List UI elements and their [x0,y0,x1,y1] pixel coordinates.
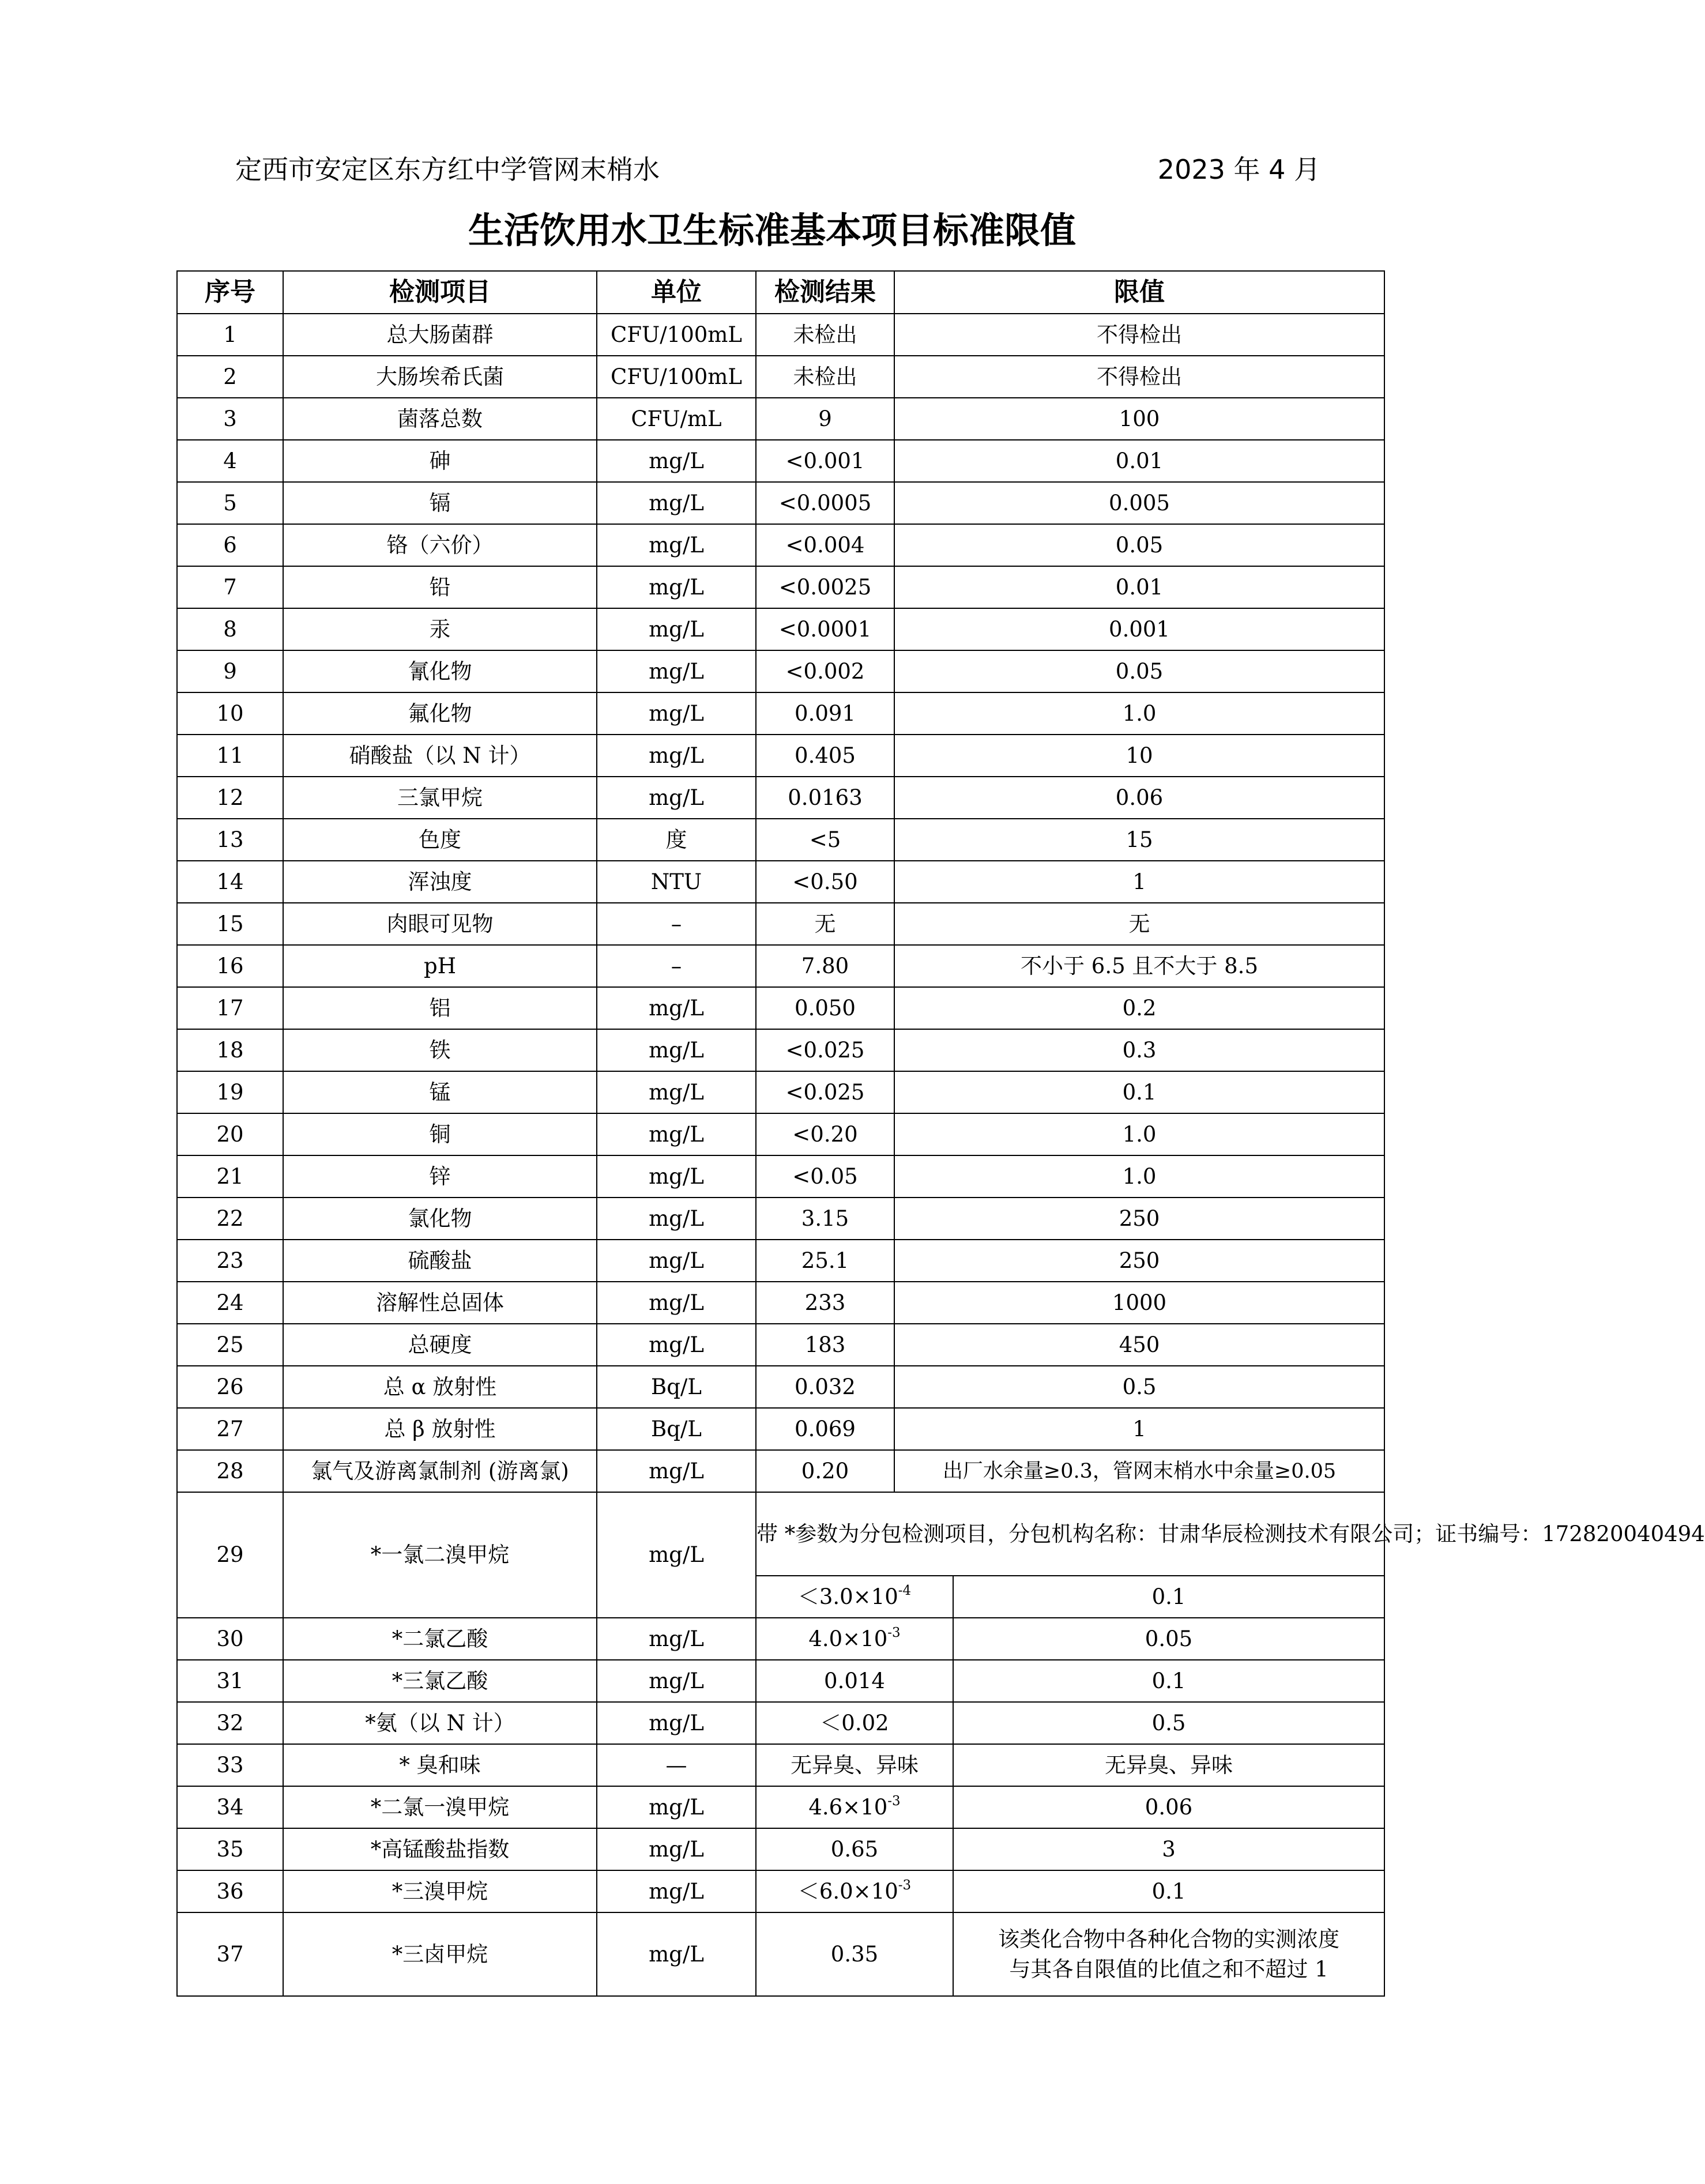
row-number: 35 [177,1828,283,1870]
table-row [177,735,1384,777]
row-number: 21 [177,1155,283,1198]
limit-value: 0.5 [953,1702,1384,1744]
unit: mg/L [597,1492,756,1618]
limit-value: 1 [894,861,1384,903]
unit: mg/L [597,735,756,777]
test-result: 0.405 [756,735,894,777]
row-number: 29 [177,1492,283,1618]
column-header: 检测结果 [756,271,894,314]
test-result: 9 [756,398,894,440]
test-result: 0.050 [756,987,894,1029]
row-number: 32 [177,1702,283,1744]
row-number: 27 [177,1408,283,1450]
table-row [177,1029,1384,1071]
test-result: 0.0163 [756,777,894,819]
unit: mg/L [597,482,756,524]
test-result: <0.50 [756,861,894,903]
row-number: 1 [177,314,283,356]
unit: mg/L [597,650,756,692]
table-row [177,1408,1384,1450]
item-name: 铜 [283,1113,597,1155]
item-name: 浑浊度 [283,861,597,903]
row-number: 33 [177,1744,283,1786]
table-row [177,566,1384,608]
unit: Bq/L [597,1408,756,1450]
test-result: 3.15 [756,1198,894,1240]
table-row [177,1702,1384,1744]
limit-line: 与其各自限值的比值之和不超过 1 [1009,1956,1328,1982]
test-result: <0.025 [756,1029,894,1071]
limit-value: 不小于 6.5 且不大于 8.5 [894,945,1384,987]
row-number: 26 [177,1366,283,1408]
limit-value: 无异臭、异味 [953,1744,1384,1786]
limit-value: 1.0 [894,1155,1384,1198]
unit: mg/L [597,777,756,819]
table-row [177,440,1384,482]
table-row [177,1155,1384,1198]
test-result: <0.025 [756,1071,894,1113]
unit: mg/L [597,1828,756,1870]
row-number: 5 [177,482,283,524]
limit-value: 0.001 [894,608,1384,650]
row-number: 8 [177,608,283,650]
item-name: 氯气及游离氯制剂 (游离氯) [283,1450,597,1492]
item-name: *二氯乙酸 [283,1618,597,1660]
table-row [177,398,1384,440]
item-name: 菌落总数 [283,398,597,440]
unit: — [597,1744,756,1786]
unit: mg/L [597,524,756,566]
test-result: ＜0.02 [756,1702,953,1744]
test-result: <0.004 [756,524,894,566]
table-row [177,1828,1384,1870]
unit: mg/L [597,1155,756,1198]
item-name: 铅 [283,566,597,608]
item-name: 总硬度 [283,1324,597,1366]
unit: mg/L [597,1786,756,1828]
test-result: 183 [756,1324,894,1366]
table-row [177,1492,1384,1576]
unit: mg/L [597,1324,756,1366]
item-name: 铬（六价） [283,524,597,566]
item-name: *一氯二溴甲烷 [283,1492,597,1618]
table-row [177,1071,1384,1113]
limit-value: 0.05 [894,650,1384,692]
limit-value: 0.01 [894,440,1384,482]
limit-value: 1 [894,1408,1384,1450]
unit: – [597,945,756,987]
row-number: 15 [177,903,283,945]
item-name: 总大肠菌群 [283,314,597,356]
header-location: 定西市安定区东方红中学管网末梢水 [235,154,660,185]
table-row [177,1282,1384,1324]
limit-value: 0.1 [953,1870,1384,1912]
test-result: 0.091 [756,692,894,735]
row-number: 2 [177,356,283,398]
column-header: 检测项目 [283,271,597,314]
unit: mg/L [597,1029,756,1071]
row-number: 13 [177,819,283,861]
limit-value: 100 [894,398,1384,440]
test-result: 无异臭、异味 [756,1744,953,1786]
test-result: 7.80 [756,945,894,987]
item-name: 氯化物 [283,1198,597,1240]
limit-value: 15 [894,819,1384,861]
table-row [177,1660,1384,1702]
row-number: 10 [177,692,283,735]
unit: mg/L [597,1282,756,1324]
table-row [177,1450,1384,1492]
test-result: 0.014 [756,1660,953,1702]
row-number: 3 [177,398,283,440]
item-name: 硫酸盐 [283,1240,597,1282]
unit: mg/L [597,608,756,650]
test-result: $<3.0\times 10^{-4}$ [756,1576,953,1618]
row-number: 4 [177,440,283,482]
table-row [177,692,1384,735]
limit-value: 不得检出 [894,356,1384,398]
row-number: 16 [177,945,283,987]
limit-value: 0.1 [894,1071,1384,1113]
table-row [177,1786,1384,1828]
limit-value: 0.005 [894,482,1384,524]
table-row [177,987,1384,1029]
limit-value: 0.3 [894,1029,1384,1071]
table-row [177,1324,1384,1366]
row-number: 14 [177,861,283,903]
row-number: 19 [177,1071,283,1113]
item-name: *三氯乙酸 [283,1660,597,1702]
item-name: 总 β 放射性 [283,1408,597,1450]
test-result: 0.069 [756,1408,894,1450]
table-row [177,1870,1384,1912]
test-result: <0.002 [756,650,894,692]
table-row [177,524,1384,566]
limit-value: 250 [894,1198,1384,1240]
test-result: 233 [756,1282,894,1324]
item-name: 汞 [283,608,597,650]
limit-value: 0.1 [953,1660,1384,1702]
row-number: 31 [177,1660,283,1702]
item-name: * 臭和味 [283,1744,597,1786]
test-result: $<6.0\times 10^{-3}$ [756,1870,953,1912]
unit: NTU [597,861,756,903]
row-number: 17 [177,987,283,1029]
row-number: 12 [177,777,283,819]
table-row [177,1366,1384,1408]
limit-value: 3 [953,1828,1384,1870]
item-name: 大肠埃希氏菌 [283,356,597,398]
item-name: 锰 [283,1071,597,1113]
limit-value: 0.5 [894,1366,1384,1408]
unit: mg/L [597,1870,756,1912]
test-result: <0.05 [756,1155,894,1198]
item-name: 氰化物 [283,650,597,692]
limit-value: 1.0 [894,692,1384,735]
limit-value: 0.1 [953,1576,1384,1618]
table-row [177,1198,1384,1240]
table-row [177,1744,1384,1786]
limit-line: 该类化合物中各种化合物的实测浓度 [998,1926,1339,1952]
limit-value: 1000 [894,1282,1384,1324]
table-header-row [177,271,1384,314]
row-number: 18 [177,1029,283,1071]
item-name: 色度 [283,819,597,861]
unit: – [597,903,756,945]
unit: mg/L [597,1450,756,1492]
item-name: 铁 [283,1029,597,1071]
table-row [177,608,1384,650]
item-name: *氨（以 N 计） [283,1702,597,1744]
test-result: $4.6\times 10^{-3}$ [756,1786,953,1828]
limit-value: 0.06 [953,1786,1384,1828]
unit: mg/L [597,692,756,735]
test-result: 0.65 [756,1828,953,1870]
row-number: 6 [177,524,283,566]
item-name: *三溴甲烷 [283,1870,597,1912]
unit: CFU/mL [597,398,756,440]
test-result: 未检出 [756,314,894,356]
column-header: 单位 [597,271,756,314]
row-number: 11 [177,735,283,777]
test-result: <5 [756,819,894,861]
table-row [177,1912,1384,1996]
test-result: $4.0\times 10^{-3}$ [756,1618,953,1660]
unit: mg/L [597,1240,756,1282]
unit: CFU/100mL [597,314,756,356]
test-result: <0.20 [756,1113,894,1155]
table-row [177,1240,1384,1282]
row-number: 34 [177,1786,283,1828]
table-body [177,314,1705,1996]
table-row [177,482,1384,524]
limit-value: 250 [894,1240,1384,1282]
limit-value: 不得检出 [894,314,1384,356]
limit-value: 10 [894,735,1384,777]
test-result: 25.1 [756,1240,894,1282]
test-result: <0.0005 [756,482,894,524]
table-row [177,356,1384,398]
unit: mg/L [597,1198,756,1240]
table-row [177,819,1384,861]
unit: Bq/L [597,1366,756,1408]
unit: mg/L [597,1702,756,1744]
row-number: 30 [177,1618,283,1660]
item-name: 砷 [283,440,597,482]
test-result: 0.032 [756,1366,894,1408]
subcontract-note: 带 *参数为分包检测项目，分包机构名称：甘肃华辰检测技术有限公司；证书编号：172820040494 [756,1492,1384,1576]
item-name: 溶解性总固体 [283,1282,597,1324]
limit-value: 0.06 [894,777,1384,819]
column-header: 序号 [177,271,283,314]
table-row [177,1618,1384,1660]
table-row [177,314,1384,356]
row-number: 20 [177,1113,283,1155]
unit: 度 [597,819,756,861]
test-result: <0.001 [756,440,894,482]
unit: mg/L [597,1912,756,1996]
test-result: <0.0025 [756,566,894,608]
limit-value: 出厂水余量≥0.3，管网末梢水中余量≥0.05 [894,1450,1384,1492]
unit: mg/L [597,987,756,1029]
row-number: 22 [177,1198,283,1240]
unit: mg/L [597,440,756,482]
limit-value: 0.05 [894,524,1384,566]
limit-value: 1.0 [894,1113,1384,1155]
unit: mg/L [597,566,756,608]
table-row [177,945,1384,987]
standards-table [176,270,1705,1997]
row-number: 7 [177,566,283,608]
page-title: 生活饮用水卫生标准基本项目标准限值 [468,209,1076,251]
limit-value [953,1912,1384,1996]
unit: mg/L [597,1618,756,1660]
item-name: *二氯一溴甲烷 [283,1786,597,1828]
limit-value: 无 [894,903,1384,945]
item-name: pH [283,945,597,987]
row-number: 25 [177,1324,283,1366]
header-date: 2023 年 4 月 [1157,154,1320,185]
item-name: 三氯甲烷 [283,777,597,819]
item-name: 硝酸盐（以 N 计） [283,735,597,777]
limit-value: 450 [894,1324,1384,1366]
test-result: 无 [756,903,894,945]
row-number: 37 [177,1912,283,1996]
item-name: 镉 [283,482,597,524]
item-name: *三卤甲烷 [283,1912,597,1996]
item-name: 锌 [283,1155,597,1198]
column-header: 限值 [894,271,1384,314]
row-number: 23 [177,1240,283,1282]
table-row [177,1113,1384,1155]
limit-value: 0.2 [894,987,1384,1029]
row-number: 24 [177,1282,283,1324]
item-name: 肉眼可见物 [283,903,597,945]
table-row [177,903,1384,945]
unit: mg/L [597,1071,756,1113]
item-name: 总 α 放射性 [283,1366,597,1408]
item-name: *高锰酸盐指数 [283,1828,597,1870]
limit-value: 0.05 [953,1618,1384,1660]
test-result: 0.35 [756,1912,953,1996]
test-result: <0.0001 [756,608,894,650]
unit: CFU/100mL [597,356,756,398]
item-name: 铝 [283,987,597,1029]
row-number: 36 [177,1870,283,1912]
unit: mg/L [597,1660,756,1702]
table-row [177,861,1384,903]
table-row [177,777,1384,819]
table-row [177,650,1384,692]
limit-value: 0.01 [894,566,1384,608]
row-number: 9 [177,650,283,692]
test-result: 未检出 [756,356,894,398]
row-number: 28 [177,1450,283,1492]
unit: mg/L [597,1113,756,1155]
item-name: 氟化物 [283,692,597,735]
test-result: 0.20 [756,1450,894,1492]
